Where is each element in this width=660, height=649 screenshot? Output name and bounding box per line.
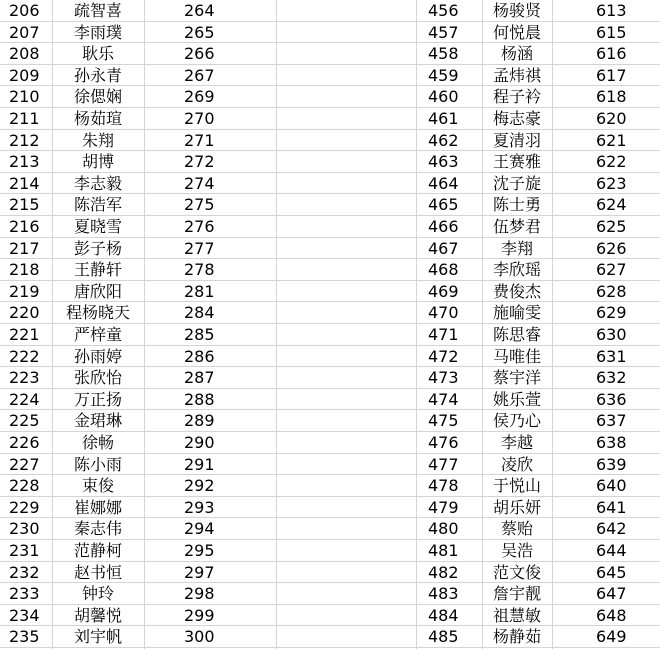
cell-score-left[interactable]: 287	[184, 368, 215, 388]
cell-id-right[interactable]: 481	[428, 541, 459, 560]
cell-id-left[interactable]: 235	[9, 627, 40, 647]
cell-name-right[interactable]: 姚乐萱	[492, 389, 541, 409]
cell-id-left[interactable]: 223	[9, 368, 40, 388]
cell-empty[interactable]	[276, 540, 416, 562]
cell-score-right[interactable]: 642	[596, 519, 627, 539]
cell-id-right[interactable]: 460	[428, 87, 459, 107]
cell-id-right[interactable]: 469	[428, 281, 459, 301]
cell-empty[interactable]	[276, 173, 416, 195]
cell-id-left[interactable]: 212	[9, 130, 40, 150]
cell-name-left[interactable]: 李志毅	[73, 173, 122, 193]
cell-name-left[interactable]: 孙永青	[73, 65, 122, 85]
cell-name-left[interactable]: 徐偲娴	[73, 87, 122, 107]
cell-id-left[interactable]: 210	[9, 87, 40, 107]
cell-score-left[interactable]: 290	[184, 433, 215, 452]
cell-name-left[interactable]: 孙雨婷	[73, 346, 122, 366]
table-row	[0, 108, 660, 130]
cell-name-left[interactable]: 疏智喜	[73, 1, 122, 20]
cell-id-left[interactable]: 208	[9, 44, 40, 64]
cell-score-right[interactable]: 621	[596, 130, 627, 150]
cell-empty[interactable]	[276, 626, 416, 648]
cell-name-left[interactable]: 金珺琳	[73, 411, 122, 431]
cell-score-right[interactable]: 620	[596, 109, 627, 128]
cell-id-right[interactable]: 462	[428, 130, 459, 150]
cell-score-left[interactable]: 284	[184, 303, 215, 323]
cell-score-left[interactable]: 294	[184, 519, 215, 539]
cell-name-right[interactable]: 费俊杰	[492, 281, 541, 301]
cell-name-left[interactable]: 范静柯	[73, 541, 122, 560]
column-gridline	[144, 0, 145, 649]
cell-id-right[interactable]: 473	[428, 368, 459, 388]
cell-score-right[interactable]: 632	[596, 368, 627, 388]
cell-id-left[interactable]: 233	[9, 584, 40, 604]
cell-score-right[interactable]: 630	[596, 325, 627, 344]
cell-name-right[interactable]: 侯乃心	[492, 411, 541, 431]
cell-score-right[interactable]: 627	[596, 260, 627, 280]
cell-id-left[interactable]: 211	[9, 109, 40, 128]
cell-name-right[interactable]: 梅志豪	[492, 109, 541, 128]
cell-empty[interactable]	[276, 389, 416, 411]
cell-score-left[interactable]: 267	[184, 65, 215, 85]
cell-name-left[interactable]: 陈小雨	[73, 454, 122, 474]
cell-score-left[interactable]: 297	[184, 562, 215, 582]
cell-score-left[interactable]: 266	[184, 44, 215, 64]
cell-id-right[interactable]: 470	[428, 303, 459, 323]
cell-name-right[interactable]: 李越	[500, 433, 533, 452]
cell-id-left[interactable]: 227	[9, 454, 40, 474]
cell-id-left[interactable]: 216	[9, 217, 40, 236]
cell-id-left[interactable]: 215	[9, 195, 40, 215]
table-row	[0, 562, 660, 584]
cell-score-left[interactable]: 289	[184, 411, 215, 431]
cell-name-left[interactable]: 杨茹瑄	[73, 109, 122, 128]
cell-name-right[interactable]: 陈士勇	[492, 195, 541, 215]
cell-name-right[interactable]: 范文俊	[492, 562, 541, 582]
cell-id-left[interactable]: 232	[9, 562, 40, 582]
table-row	[0, 216, 660, 238]
cell-name-left[interactable]: 耿乐	[81, 44, 114, 64]
cell-id-right[interactable]: 464	[428, 173, 459, 193]
cell-score-left[interactable]: 265	[184, 22, 215, 42]
cell-score-right[interactable]: 641	[596, 497, 627, 517]
cell-score-right[interactable]: 647	[596, 584, 627, 604]
cell-name-right[interactable]: 杨骏贤	[492, 1, 541, 20]
cell-empty[interactable]	[276, 43, 416, 65]
cell-id-right[interactable]: 467	[428, 238, 459, 258]
cell-name-right[interactable]: 陈思睿	[492, 325, 541, 344]
cell-id-left[interactable]: 224	[9, 389, 40, 409]
table-row	[0, 583, 660, 605]
cell-score-right[interactable]: 626	[596, 238, 627, 258]
cell-name-left[interactable]: 张欣怡	[73, 368, 122, 388]
cell-name-right[interactable]: 伍梦君	[492, 217, 541, 236]
cell-id-left[interactable]: 228	[9, 476, 40, 496]
cell-id-right[interactable]: 456	[428, 1, 459, 20]
table-row	[0, 194, 660, 216]
cell-id-left[interactable]: 220	[9, 303, 40, 323]
cell-score-right[interactable]: 629	[596, 303, 627, 323]
cell-id-right[interactable]: 477	[428, 454, 459, 474]
cell-name-right[interactable]: 施喻雯	[492, 303, 541, 323]
cell-score-right[interactable]: 618	[596, 87, 627, 107]
cell-name-right[interactable]: 马唯佳	[492, 346, 541, 366]
cell-name-right[interactable]: 王赛雅	[492, 152, 541, 172]
cell-id-right[interactable]: 479	[428, 497, 459, 517]
cell-score-left[interactable]: 275	[184, 195, 215, 215]
cell-id-right[interactable]: 468	[428, 260, 459, 280]
cell-id-left[interactable]: 214	[9, 173, 40, 193]
cell-score-left[interactable]: 270	[184, 109, 215, 128]
table-row	[0, 389, 660, 411]
cell-id-left[interactable]: 226	[9, 433, 40, 452]
cell-score-left[interactable]: 299	[184, 605, 215, 625]
cell-score-left[interactable]: 288	[184, 389, 215, 409]
cell-id-left[interactable]: 229	[9, 497, 40, 517]
cell-id-left[interactable]: 225	[9, 411, 40, 431]
cell-id-right[interactable]: 458	[428, 44, 459, 64]
table-row	[0, 540, 660, 562]
cell-score-left[interactable]: 286	[184, 346, 215, 366]
cell-id-left[interactable]: 222	[9, 346, 40, 366]
cell-score-right[interactable]: 639	[596, 454, 627, 474]
table-row	[0, 324, 660, 346]
column-gridline	[276, 0, 277, 649]
table-row	[0, 65, 660, 87]
cell-empty[interactable]	[276, 410, 416, 432]
table-row	[0, 497, 660, 519]
cell-id-right[interactable]: 465	[428, 195, 459, 215]
cell-name-left[interactable]: 徐畅	[81, 433, 114, 452]
cell-name-right[interactable]: 杨静茹	[492, 627, 541, 647]
cell-name-left[interactable]: 陈浩军	[73, 195, 122, 215]
cell-name-left[interactable]: 束俊	[81, 476, 114, 496]
cell-score-left[interactable]: 272	[184, 152, 215, 172]
cell-id-right[interactable]: 457	[428, 22, 459, 42]
table-row	[0, 518, 660, 540]
table-row	[0, 173, 660, 195]
table-row	[0, 410, 660, 432]
cell-name-left[interactable]: 严梓童	[73, 325, 122, 344]
cell-empty[interactable]	[276, 65, 416, 87]
table-row	[0, 432, 660, 454]
cell-empty[interactable]	[276, 238, 416, 260]
cell-empty[interactable]	[276, 562, 416, 584]
cell-score-right[interactable]: 624	[596, 195, 627, 215]
cell-id-right[interactable]: 466	[428, 217, 459, 236]
cell-empty[interactable]	[276, 518, 416, 540]
cell-id-left[interactable]: 230	[9, 519, 40, 539]
cell-name-right[interactable]: 祖慧敏	[492, 605, 541, 625]
cell-name-right[interactable]: 蔡宇洋	[492, 368, 541, 388]
cell-score-right[interactable]: 623	[596, 173, 627, 193]
cell-score-right[interactable]: 617	[596, 65, 627, 85]
cell-name-left[interactable]: 程杨晓天	[65, 303, 130, 323]
cell-score-left[interactable]: 276	[184, 217, 215, 236]
table-row	[0, 86, 660, 108]
table-row	[0, 367, 660, 389]
cell-id-left[interactable]: 218	[9, 260, 40, 280]
cell-score-right[interactable]: 625	[596, 217, 627, 236]
table-row	[0, 281, 660, 303]
cell-score-right[interactable]: 637	[596, 411, 627, 431]
cell-id-right[interactable]: 461	[428, 109, 459, 128]
cell-id-right[interactable]: 480	[428, 519, 459, 539]
cell-name-right[interactable]: 何悦晨	[492, 22, 541, 42]
cell-score-left[interactable]: 292	[184, 476, 215, 496]
cell-id-right[interactable]: 474	[428, 389, 459, 409]
cell-score-left[interactable]: 285	[184, 325, 215, 344]
cell-score-left[interactable]: 274	[184, 173, 215, 193]
column-gridline	[552, 0, 553, 649]
cell-empty[interactable]	[276, 108, 416, 130]
cell-empty[interactable]	[276, 497, 416, 519]
cell-score-right[interactable]: 616	[596, 44, 627, 64]
cell-empty[interactable]	[276, 259, 416, 281]
cell-name-right[interactable]: 凌欣	[500, 454, 533, 474]
cell-name-left[interactable]: 赵书恒	[73, 562, 122, 582]
cell-name-left[interactable]: 唐欣阳	[73, 281, 122, 301]
cell-name-right[interactable]: 夏清羽	[492, 130, 541, 150]
cell-score-right[interactable]: 648	[596, 605, 627, 625]
cell-name-left[interactable]: 崔娜娜	[73, 497, 122, 517]
cell-name-left[interactable]: 万正扬	[73, 389, 122, 409]
table-row	[0, 346, 660, 368]
cell-name-left[interactable]: 王静轩	[73, 260, 122, 280]
cell-id-right[interactable]: 482	[428, 562, 459, 582]
cell-empty[interactable]	[276, 86, 416, 108]
column-gridline	[52, 0, 53, 649]
cell-score-right[interactable]: 644	[596, 541, 627, 560]
cell-name-left[interactable]: 胡馨悦	[73, 605, 122, 625]
cell-empty[interactable]	[276, 194, 416, 216]
cell-empty[interactable]	[276, 22, 416, 44]
cell-id-right[interactable]: 476	[428, 433, 459, 452]
cell-score-right[interactable]: 640	[596, 476, 627, 496]
cell-score-right[interactable]: 628	[596, 281, 627, 301]
column-gridline	[482, 0, 483, 649]
cell-name-right[interactable]: 蔡贻	[500, 519, 533, 539]
table-row	[0, 0, 660, 22]
cell-score-left[interactable]: 271	[184, 130, 215, 150]
table-row	[0, 302, 660, 324]
cell-score-left[interactable]: 269	[184, 87, 215, 107]
cell-id-right[interactable]: 459	[428, 65, 459, 85]
cell-empty[interactable]	[276, 281, 416, 303]
cell-id-right[interactable]: 484	[428, 605, 459, 625]
table-row	[0, 454, 660, 476]
cell-id-left[interactable]: 221	[9, 325, 40, 344]
cell-name-left[interactable]: 胡博	[81, 152, 114, 172]
cell-empty[interactable]	[276, 324, 416, 346]
cell-score-left[interactable]: 298	[184, 584, 215, 604]
cell-score-left[interactable]: 291	[184, 454, 215, 474]
table-row	[0, 151, 660, 173]
cell-name-right[interactable]: 胡乐妍	[492, 497, 541, 517]
cell-score-left[interactable]: 281	[184, 281, 215, 301]
cell-name-left[interactable]: 彭子杨	[73, 238, 122, 258]
table-row	[0, 259, 660, 281]
cell-name-right[interactable]: 杨涵	[500, 44, 533, 64]
cell-empty[interactable]	[276, 0, 416, 22]
cell-empty[interactable]	[276, 302, 416, 324]
cell-empty[interactable]	[276, 605, 416, 627]
cell-id-left[interactable]: 234	[9, 605, 40, 625]
cell-name-left[interactable]: 朱翔	[81, 130, 114, 150]
cell-empty[interactable]	[276, 216, 416, 238]
table-row	[0, 43, 660, 65]
cell-score-left[interactable]: 300	[184, 627, 215, 647]
cell-id-right[interactable]: 475	[428, 411, 459, 431]
cell-empty[interactable]	[276, 346, 416, 368]
cell-empty[interactable]	[276, 151, 416, 173]
cell-empty[interactable]	[276, 454, 416, 476]
cell-name-left[interactable]: 秦志伟	[73, 519, 122, 539]
table-row	[0, 22, 660, 44]
cell-name-right[interactable]: 沈子旋	[492, 173, 541, 193]
cell-score-right[interactable]: 636	[596, 389, 627, 409]
cell-name-right[interactable]: 李欣瑶	[492, 260, 541, 280]
cell-score-right[interactable]: 615	[596, 22, 627, 42]
cell-empty[interactable]	[276, 432, 416, 454]
table-row	[0, 605, 660, 627]
cell-id-right[interactable]: 471	[428, 325, 459, 344]
cell-name-right[interactable]: 李翔	[500, 238, 533, 258]
cell-id-left[interactable]: 206	[9, 1, 40, 20]
cell-id-right[interactable]: 472	[428, 346, 459, 366]
cell-empty[interactable]	[276, 475, 416, 497]
cell-score-right[interactable]: 631	[596, 346, 627, 366]
cell-id-right[interactable]: 478	[428, 476, 459, 496]
cell-name-left[interactable]: 刘宇帆	[73, 627, 122, 647]
cell-score-right[interactable]: 645	[596, 562, 627, 582]
cell-id-right[interactable]: 485	[428, 627, 459, 647]
cell-id-left[interactable]: 213	[9, 152, 40, 172]
cell-name-left[interactable]: 夏晓雪	[73, 217, 122, 236]
cell-empty[interactable]	[276, 367, 416, 389]
cell-name-left[interactable]: 李雨璞	[73, 22, 122, 42]
cell-score-left[interactable]: 278	[184, 260, 215, 280]
cell-score-right[interactable]: 638	[596, 433, 627, 452]
cell-id-left[interactable]: 219	[9, 281, 40, 301]
cell-id-left[interactable]: 207	[9, 22, 40, 42]
cell-name-left[interactable]: 钟玲	[81, 584, 114, 604]
table-row	[0, 626, 660, 648]
cell-id-right[interactable]: 463	[428, 152, 459, 172]
cell-empty[interactable]	[276, 130, 416, 152]
cell-score-left[interactable]: 293	[184, 497, 215, 517]
table-row	[0, 130, 660, 152]
cell-name-right[interactable]: 程子衿	[492, 87, 541, 107]
column-gridline	[416, 0, 417, 649]
cell-score-right[interactable]: 622	[596, 152, 627, 172]
cell-name-right[interactable]: 于悦山	[492, 476, 541, 496]
cell-empty[interactable]	[276, 583, 416, 605]
table-row	[0, 238, 660, 260]
cell-name-right[interactable]: 詹宇靓	[492, 584, 541, 604]
cell-name-right[interactable]: 孟炜祺	[492, 65, 541, 85]
table-row	[0, 475, 660, 497]
cell-score-right[interactable]: 613	[596, 1, 627, 20]
cell-score-left[interactable]: 277	[184, 238, 215, 258]
cell-id-left[interactable]: 209	[9, 65, 40, 85]
cell-score-left[interactable]: 264	[184, 1, 215, 20]
cell-id-right[interactable]: 483	[428, 584, 459, 604]
cell-score-left[interactable]: 295	[184, 541, 215, 560]
cell-name-right[interactable]: 吴浩	[500, 541, 533, 560]
cell-id-left[interactable]: 231	[9, 541, 40, 560]
cell-score-right[interactable]: 649	[596, 627, 627, 647]
cell-id-left[interactable]: 217	[9, 238, 40, 258]
